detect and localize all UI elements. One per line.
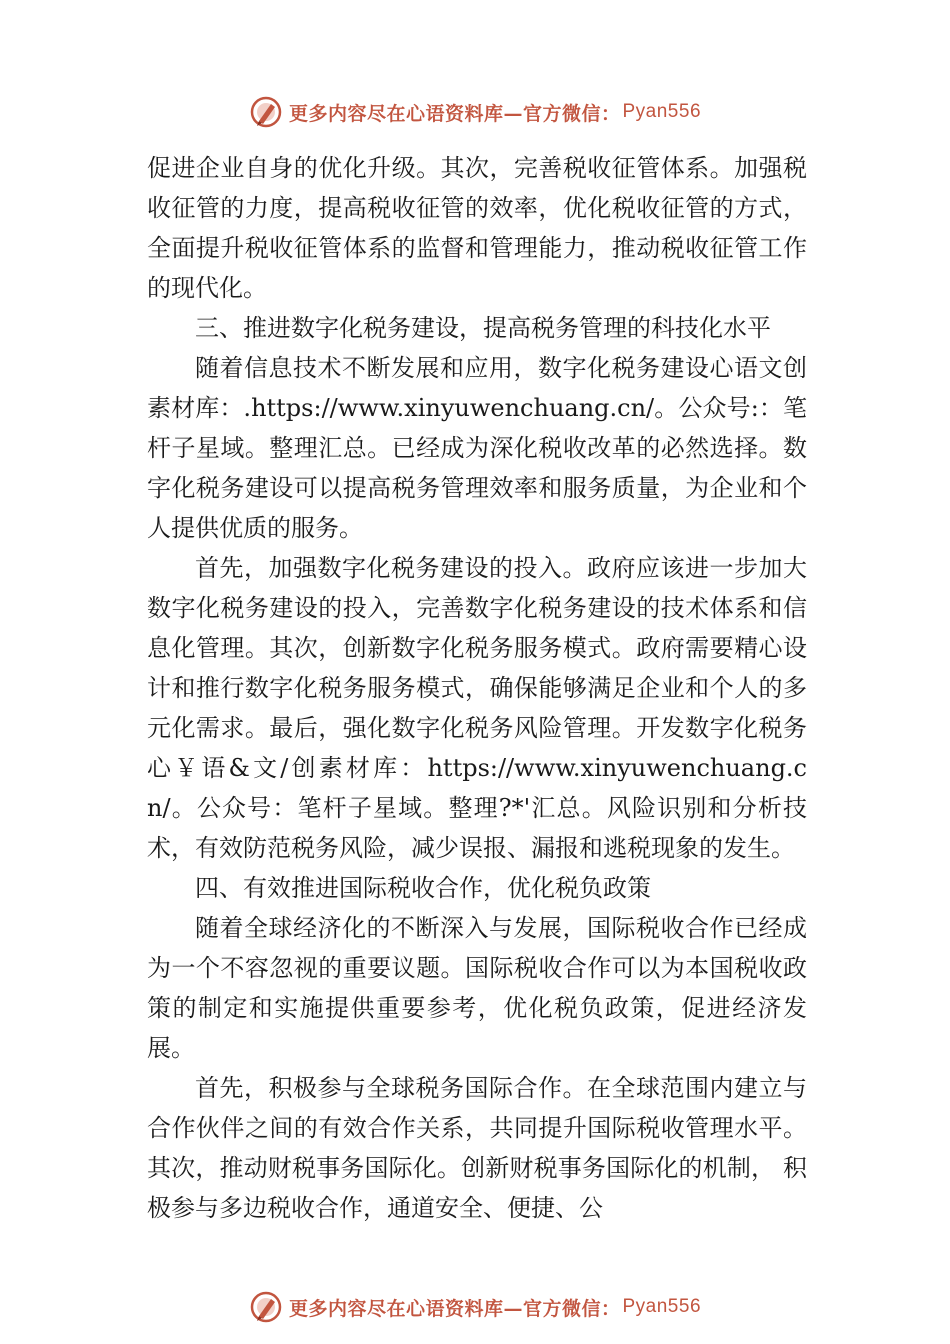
section-heading-4: 四、有效推进国际税收合作，优化税负政策 (195, 874, 651, 902)
section-heading-3: 三、推进数字化税务建设，提高税务管理的科技化水平 (195, 314, 771, 342)
pen-nib-icon (249, 95, 283, 129)
watermark-text: 更多内容尽在心语资料库—官方微信： (288, 102, 621, 125)
watermark-account: Pyan556 (622, 1296, 702, 1317)
document-body (147, 148, 807, 1228)
header-watermark (0, 95, 950, 129)
paragraph: 首先，加强数字化税务建设的投入。政府应该进一步加大数字化税务建设的投入，完善数字化税务建设的技术体系和信息化管理。其次，创新数字化税务服务模式。政府需要精心设计和推行数字化税务服务模式，确保能够满足企业和个人的多元化需求。最后，强化数字化税务风险管理。开发数字化税务心￥语&文/创素材库：https://www.xinyuwenchuang.cn/。公众号：笔杆子星域。整理?*'汇总。风险识别和分析技术，有效防范税务风险，减少误报、漏报和逃税现象的发生。 (147, 554, 807, 862)
watermark-text: 更多内容尽在心语资料库—官方微信： (288, 1297, 621, 1320)
pen-nib-icon (249, 1290, 283, 1324)
paragraph: 首先，积极参与全球税务国际合作。在全球范围内建立与合作伙伴之间的有效合作关系，共同提升国际税收管理水平。其次，推动财税事务国际化。创新财税事务国际化的机制， 积极参与多边税收合作，通道安全、便捷、公 (147, 1074, 807, 1222)
paragraph-continuation: 促进企业自身的优化升级。其次，完善税收征管体系。加强税收征管的力度，提高税收征管的效率，优化税收征管的方式，全面提升税收征管体系的监督和管理能力，推动税收征管工作的现代化。 (147, 154, 807, 302)
footer-watermark (0, 1290, 950, 1324)
paragraph: 随着信息技术不断发展和应用，数字化税务建设心语文创素材库：.https://www.xinyuwenchuang.cn/。公众号:：笔杆子星域。整理汇总。已经成为深化税收改革的必然选择。数字化税务建设可以提高税务管理效率和服务质量，为企业和个人提供优质的服务。 (147, 354, 807, 542)
watermark-account: Pyan556 (622, 101, 702, 122)
paragraph: 随着全球经济化的不断深入与发展，国际税收合作已经成为一个不容忽视的重要议题。国际税收合作可以为本国税收政策的制定和实施提供重要参考，优化税负政策，促进经济发展。 (147, 914, 807, 1062)
